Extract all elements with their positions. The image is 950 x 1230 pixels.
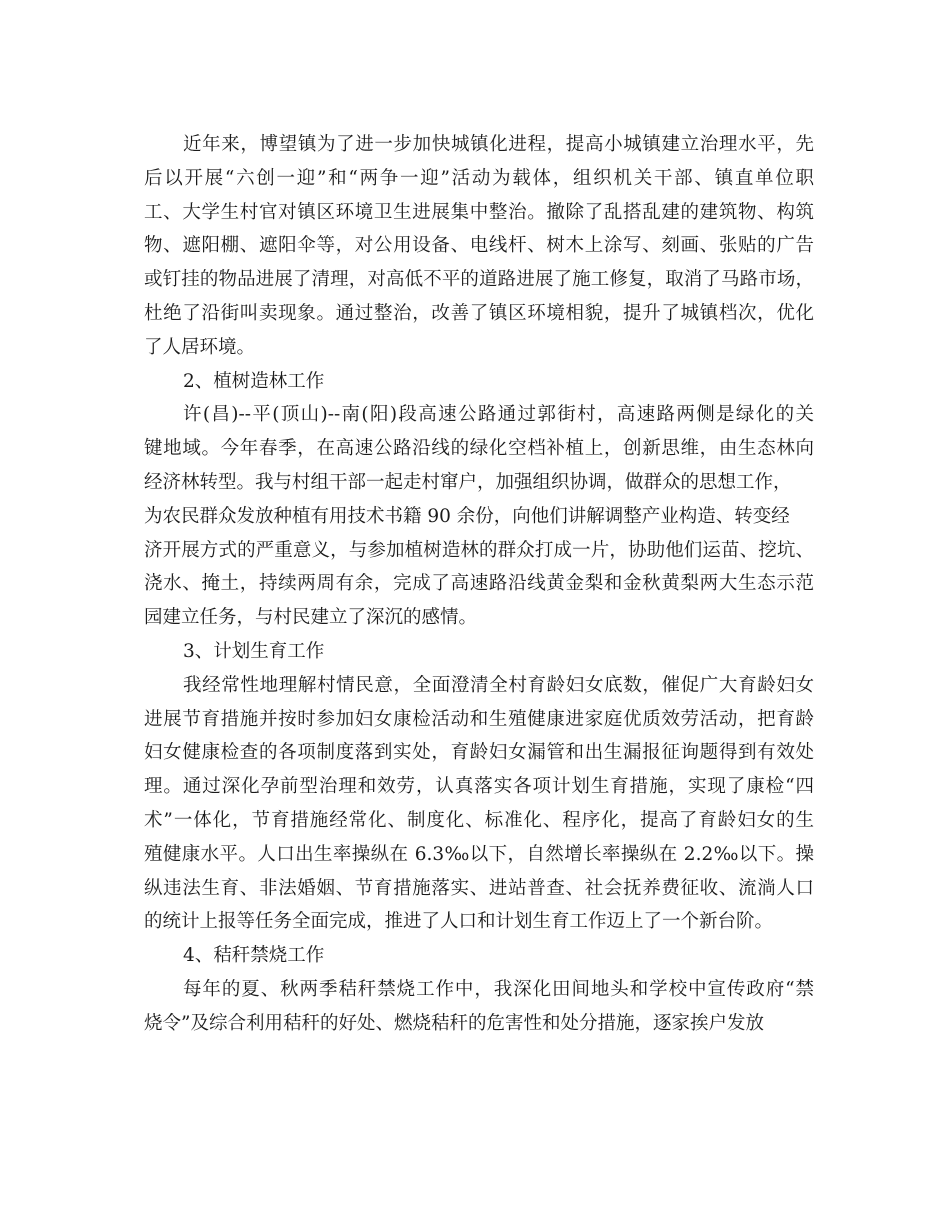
text-line: 的统计上报等任务全面完成，推进了人口和计划生育工作迈上了一个新台阶。 [144, 911, 774, 933]
text-line: 理。通过深化孕前型治理和效劳，认真落实各项计划生育措施，实现了康检“四 [144, 776, 814, 798]
text-line: 进展节育措施并按时参加妇女康检活动和生殖健康进家庭优质效劳活动，把育龄 [144, 708, 814, 730]
text-line: 工、大学生村官对镇区环境卫生进展集中整治。撤除了乱搭乱建的建筑物、构筑 [144, 201, 814, 223]
text-line: 经济林转型。我与村组干部一起走村窜户，加强组织协调，做群众的思想工作， [144, 471, 792, 493]
text-line: 杜绝了沿街叫卖现象。通过整治，改善了镇区环境相貌，提升了城镇档次，优化 [144, 302, 814, 324]
text-line: 键地域。今年春季，在高速公路沿线的绿化空档补植上，创新思维，由生态林向 [144, 438, 814, 460]
text-line: 济开展方式的严重意义，与参加植树造林的群众打成一片，协助他们运苗、挖坑、 [144, 539, 814, 561]
text-line: 纵违法生育、非法婚姻、节育措施落实、进站普查、社会抚养费征收、流淌人口 [144, 877, 814, 899]
text-line: 近年来，博望镇为了进一步加快城镇化进程，提高小城镇建立治理水平，先 [183, 134, 814, 155]
text-line: 4、秸秆禁烧工作 [183, 945, 325, 967]
text-line: 每年的夏、秋两季秸秆禁烧工作中，我深化田间地头和学校中宣传政府“禁 [183, 978, 814, 1000]
text-line: 妇女健康检查的各项制度落到实处，育龄妇女漏管和出生漏报征询题得到有效处 [144, 742, 814, 764]
text-line: 殖健康水平。人口出生率操纵在 6.3‰以下，自然增长率操纵在 2.2‰以下。操 [144, 843, 814, 865]
text-line: 了人居环境。 [144, 336, 256, 358]
text-line: 术”一体化，节育措施经常化、制度化、标准化、程序化，提高了育龄妇女的生 [144, 809, 814, 831]
text-line: 烧令”及综合利用秸秆的好处、燃烧秸秆的危害性和处分措施，逐家挨户发放 [144, 1012, 764, 1034]
text-line: 许(昌)--平(顶山)--南(阳)段高速公路通过郭街村，高速路两侧是绿化的关 [183, 404, 814, 426]
text-line: 物、遮阳棚、遮阳伞等，对公用设备、电线杆、树木上涂写、刻画、张贴的广告 [144, 235, 814, 257]
text-line: 后以开展“六创一迎”和“两争一迎”活动为载体，组织机关干部、镇直单位职 [144, 167, 814, 189]
text-line: 园建立任务，与村民建立了深沉的感情。 [144, 607, 478, 629]
document-body [144, 128, 814, 1041]
text-line: 浇水、掩土，持续两周有余，完成了高速路沿线黄金梨和金秋黄梨两大生态示范 [144, 573, 814, 595]
text-line: 我经常性地理解村情民意，全面澄清全村育龄妇女底数，催促广大育龄妇女 [183, 674, 814, 696]
text-line: 3、计划生育工作 [183, 640, 325, 662]
text-line: 2、植树造林工作 [183, 370, 325, 392]
text-line: 或钉挂的物品进展了清理，对高低不平的道路进展了施工修复，取消了马路市场， [144, 269, 814, 291]
text-line: 为农民群众发放种植有用技术书籍 90 余份，向他们讲解调整产业构造、转变经 [144, 505, 790, 527]
